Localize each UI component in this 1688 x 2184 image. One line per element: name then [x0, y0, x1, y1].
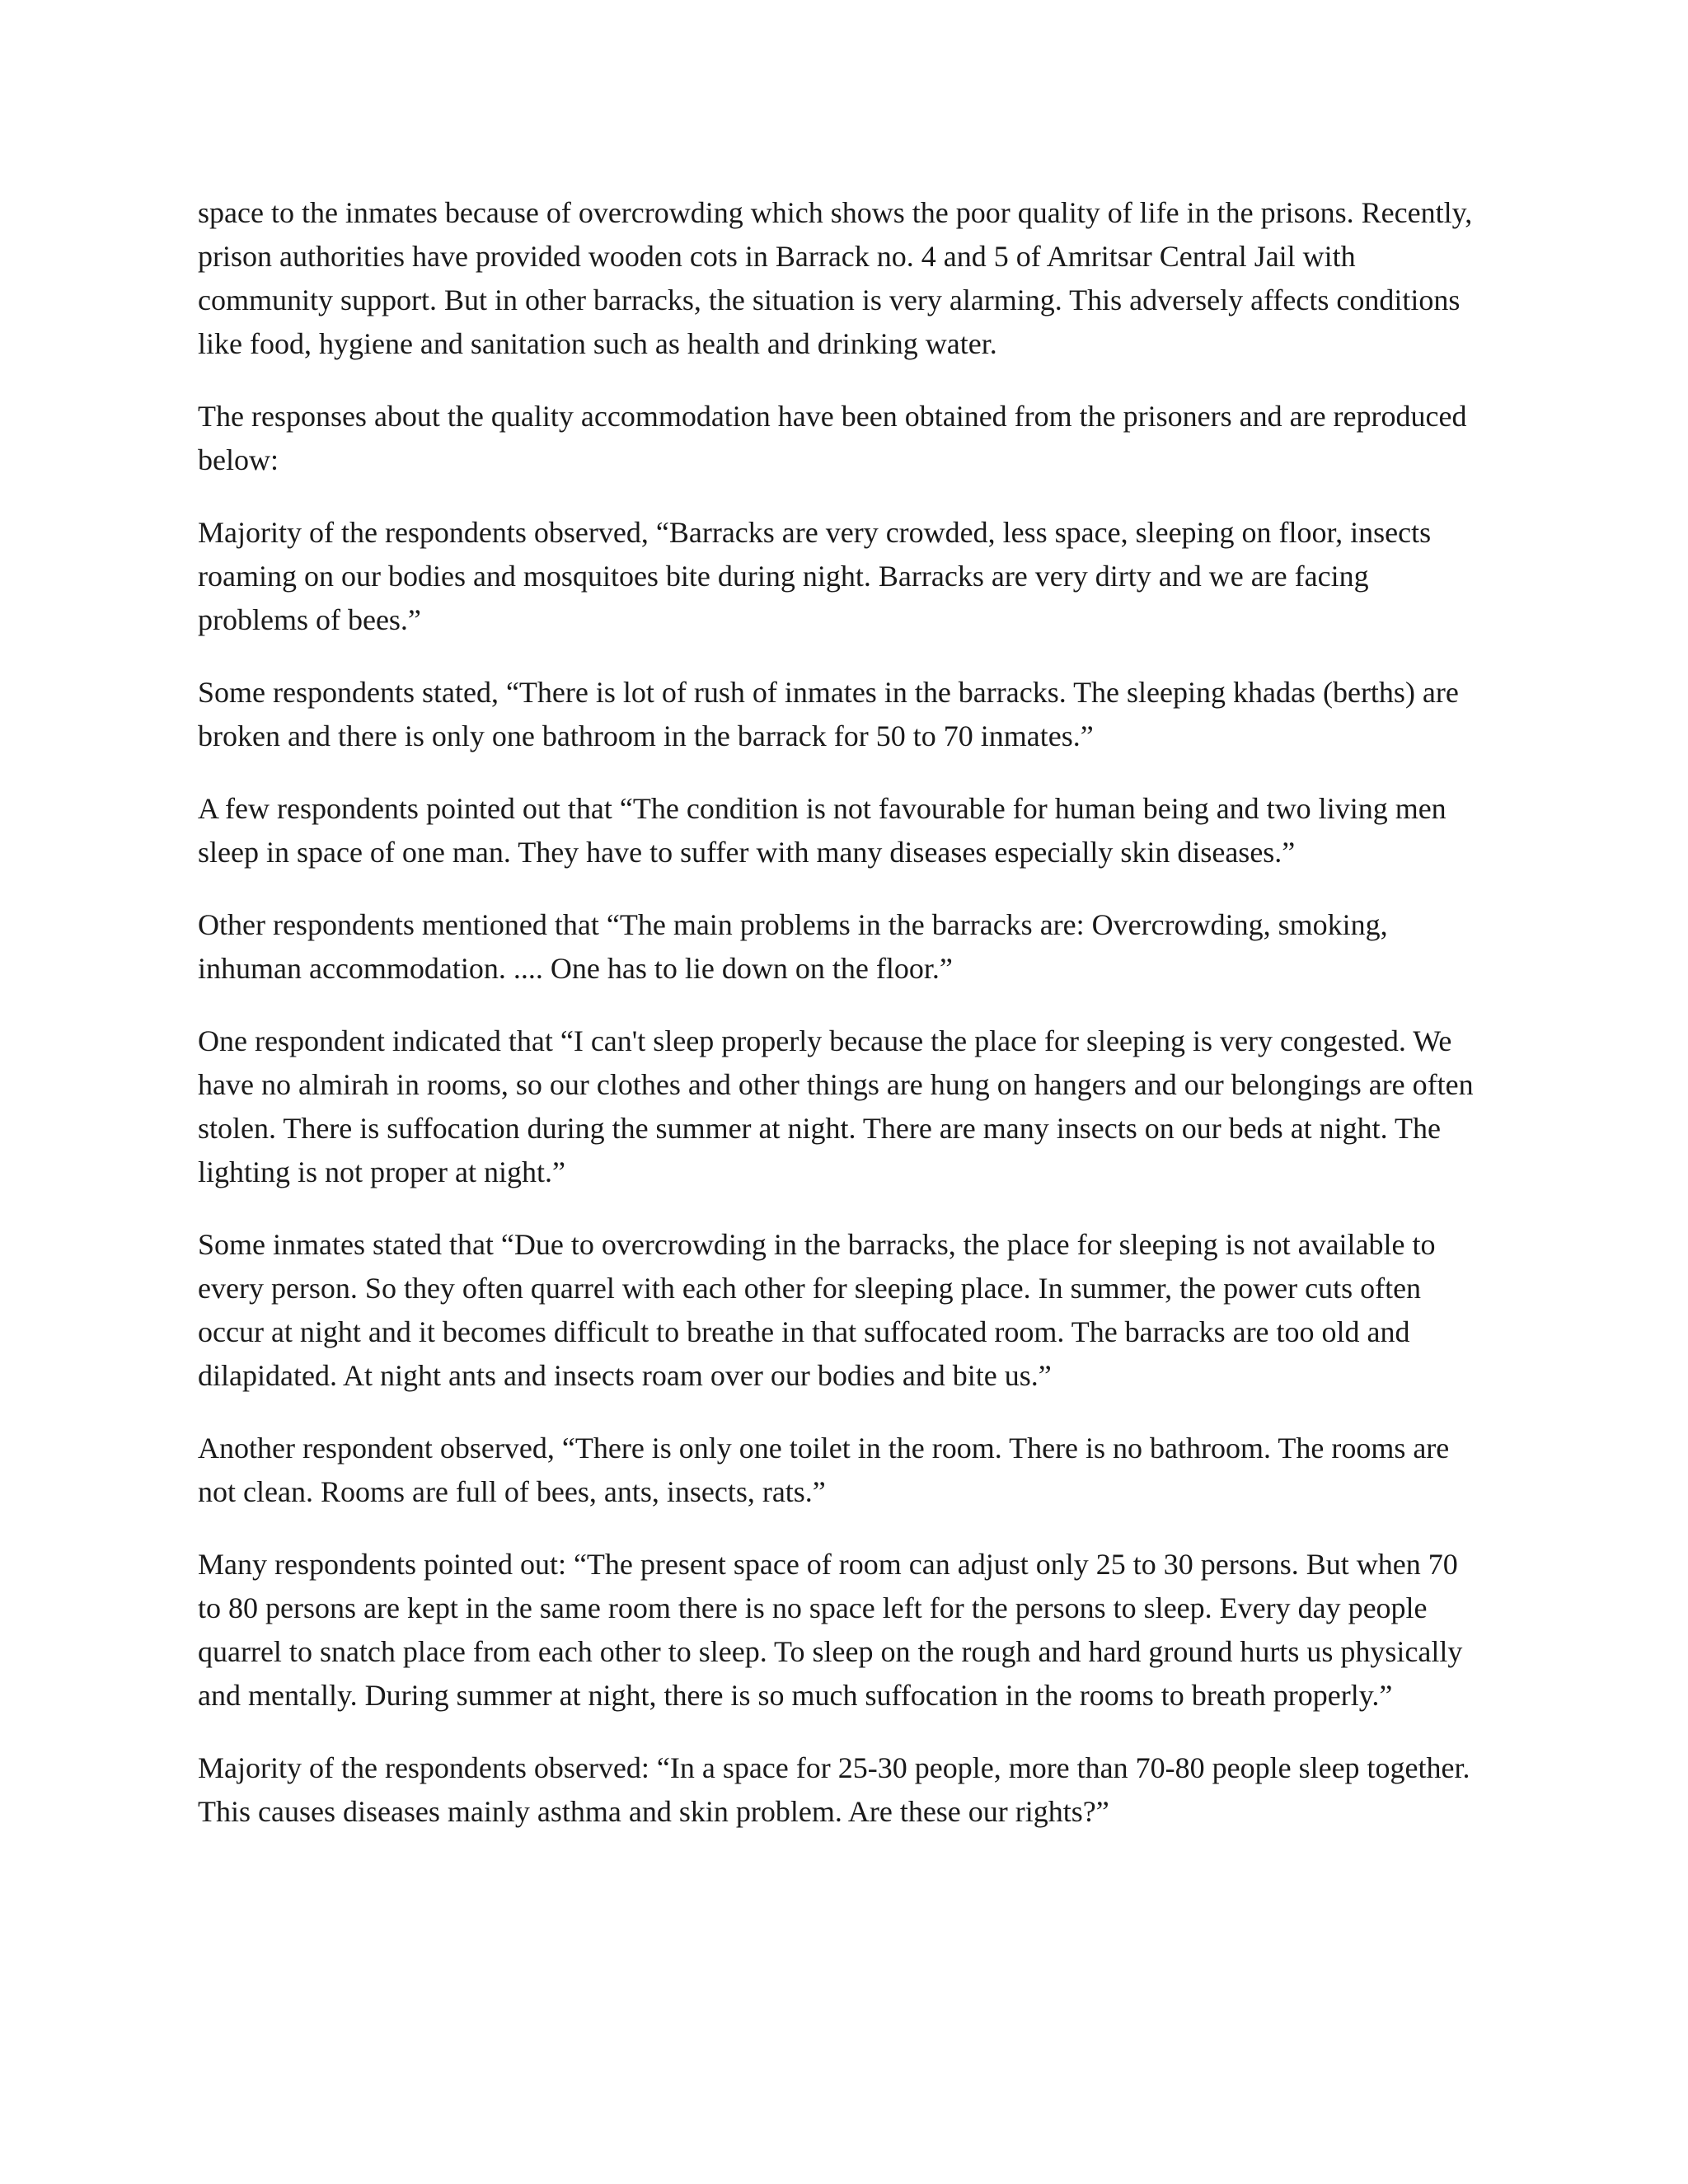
document-page: [198, 191, 1484, 1863]
paragraph-responses-intro: The responses about the quality accommodation have been obtained from the prisoners and are reproduced below:: [198, 400, 1467, 476]
paragraph-another-observed: Another respondent observed, “There is only one toilet in the room. There is no bathroom. The rooms are not clean. Rooms are full of bees, ants, insects, rats.”: [198, 1432, 1450, 1508]
paragraph-few-pointed-out: A few respondents pointed out that “The condition is not favourable for human being and two living men sleep in space of one man. They have to suffer with many diseases especially skin diseases.”: [198, 792, 1447, 869]
paragraph-other-mentioned: Other respondents mentioned that “The main problems in the barracks are: Overcrowding, smoking, inhuman accommodation. .... One has to lie down on the floor.”: [198, 908, 1388, 985]
paragraph-many-pointed-out: Many respondents pointed out: “The present space of room can adjust only 25 to 30 persons. But when 70 to 80 persons are kept in the same room there is no space left for the persons to sleep. Every day people quarrel to snatch place from each other to sleep. To sleep on the rough and hard ground hurts us physically and mentally. During summer at night, there is so much suffocation in the rooms to breath properly.”: [198, 1548, 1463, 1712]
paragraph-one-indicated: One respondent indicated that “I can't sleep properly because the place for sleeping is very congested. We have no almirah in rooms, so our clothes and other things are hung on hangers and our belongings are often stolen. There is suffocation during the summer at night. There are many insects on our beds at night. The lighting is not proper at night.”: [198, 1024, 1474, 1188]
paragraph-overcrowding-intro: space to the inmates because of overcrowding which shows the poor quality of life in the prisons. Recently, prison authorities have provided wooden cots in Barrack no. 4 and 5 of Amritsar Central Jail with community support. But in other barracks, the situation is very alarming. This adversely affects conditions like food, hygiene and sanitation such as health and drinking water.: [198, 196, 1473, 360]
paragraph-majority-rights: Majority of the respondents observed: “In a space for 25-30 people, more than 70-80 people sleep together. This causes diseases mainly asthma and skin problem. Are these our rights?”: [198, 1751, 1470, 1828]
paragraph-majority-observed: Majority of the respondents observed, “Barracks are very crowded, less space, sleeping on floor, insects roaming on our bodies and mosquitoes bite during night. Barracks are very dirty and we are facing problems of bees.”: [198, 516, 1432, 636]
paragraph-some-stated: Some respondents stated, “There is lot of rush of inmates in the barracks. The sleeping khadas (berths) are broken and there is only one bathroom in the barrack for 50 to 70 inmates.”: [198, 676, 1459, 752]
paragraph-inmates-stated: Some inmates stated that “Due to overcrowding in the barracks, the place for sleeping is not available to every person. So they often quarrel with each other for sleeping place. In summer, the power cuts often occur at night and it becomes difficult to breathe in that suffocated room. The barracks are too old and dilapidated. At night ants and insects roam over our bodies and bite us.”: [198, 1228, 1436, 1392]
